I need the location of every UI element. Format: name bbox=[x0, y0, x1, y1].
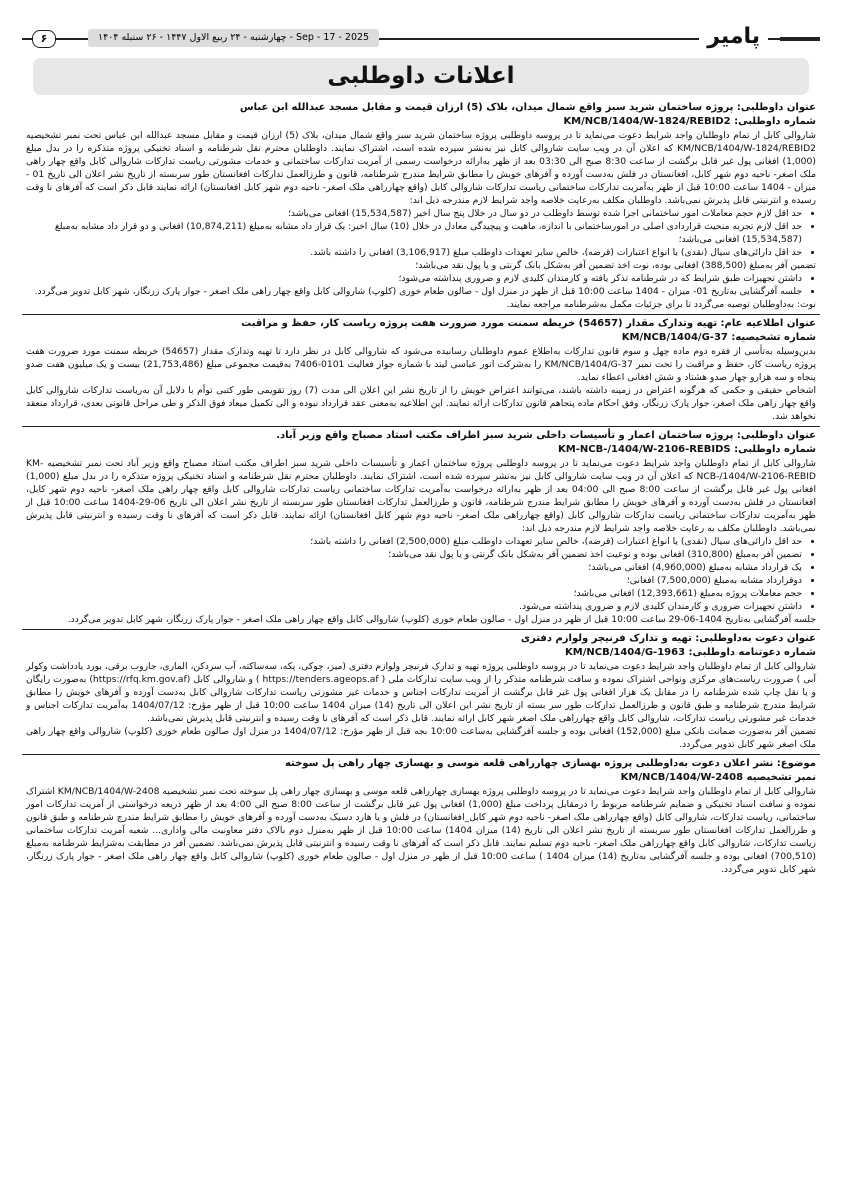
notice-2 bbox=[22, 315, 820, 427]
list-item: • دوقرارداد مشابه به‌مبلغ (7,500,000) افغانی؛ bbox=[26, 574, 802, 587]
notice-paragraph: شاروالی کابل از تمام داوطلبان واجد شرایط دعوت می‌نماید تا در پروسه داوطلبی پروژه بهسازی چهارراهی قلعه موسی و بهسازی چهار راهی پل سوخته تحت نمبر تشخیصیه KM/NCB/1404/W-2408 اشتراک نموده و سافت اسناد تخنیکی و ضمایم شرطنامه مربوط را درمقابل پرداخت مبلغ (1,000) افغانی پول غیر قابل برگشت از ساعت 8:00 صبح الی 4:00 بعد از ظهر ذریعه درخواستی از آمریت تدارکات امور ساختمانی، ریاست تدارکات، شاروالی کابل (واقع چهارراهی ملک اصغر- ناحیه دوم شهر کابل_افغانستان) در فلش و یا هارد دسیک به‌دست آورده و آفرهای خویش را مطابق شرایط مندرج شرطنامه و طبق قانون و طرزالعمل تدارکات افغانستان طور سربسته از تاریخ نشر اعلان الی تاریخ (14) میزان 1404) ساعت 10:00 قبل از ظهر به‌منزل دوم بالاک دفتر معاونیت مالی واداری... شعبه آمریت تدارکات ساختمانی ریاست تدارکات، شاروالی کابل واقع چهارراهی ملک اصغر- ناحیه دوم تسلیم نمایند. قابل ذکر است که آفرهای نا وقت رسیده و انترنیتی قابل پذیرش نمی‌باشد. تضمین آفر در مطابقت به‌شرایط شرطنامه به‌مبلغ (700,510) افغانی بوده و جلسه آفرگشایی به‌تاریخ (14) میزان 1404 ) ساعت 10:00 قبل از ظهر در منزل اول - صالون طعام خوری (کلوپ) شاروالی کابل واقع چهار راهی ملک اصغر - جوار پارک زرنگار، شهر کابل تدویر می‌گردد. bbox=[26, 786, 816, 875]
notices-column bbox=[22, 99, 820, 879]
notice-paragraph: شاروالی کابل از تمام داوطلبان واجد شرایط دعوت می‌نماید تا در پروسه داوطلبی پروژه ساختمان اعمار و تأسیسات داخلی شرید سبز اطراف مکتب استاد مصباح واقع وزیر آباد تحت نمبر تشخیصیه KM-NCB-/1404/W-2106-REBID که اعلان آن در ویب سایت شاروالی کابل نیز به‌نشر سپرده شده است، اشتراک نمایند. داوطلبان محترم نقل شرطنامه و اسناد تخنیکی پروژه متذکره را در بدل مبلغ (1,000) افغانی پول غیر قابل برگشت از ساعت 8:00 صبح الی 04:00 بعد از ظهر به‌ارائه درخواست به‌آمریت تدارکات ساختمانی ریاست تدارکات شاروالی کابل واقع چهار راهی ملک اصغر- ناحیه دوم شهر کابل، افغانستان در فلش به‌دست آورده و آفرهای خویش را مطابق شرایط مندرج شرطنامه، قانون و طرزالعمل تدارکات افغانستان طور سربسته از تاریخ نشر اعلان الی تاریخ 06-29-1404 ساعت 10:00 قبل از ظهر به‌آمریت تدارکات ساختمانی ریاست تدارکات شاروالی کابل (واقع چهارراهی ملک اصغر- ناحیه دوم شهر کابل افغانستان) ارائه نمایند. قابل ذکر است که آفرهای نا وقت رسیده و انترنیتی قابل پذیرش نمی‌باشد. داوطلبان مکلف به رعایت خلاصه واجد شرایط لازم مندرجه ذیل اند: bbox=[26, 458, 817, 534]
notice-number: شماره تشخیصیه: KM/NCB/1404/G-37 bbox=[621, 332, 816, 343]
section-title: اعلانات داوطلبی bbox=[327, 63, 515, 89]
notice-paragraph: جلسه آفرگشایی به‌تاریخ 1404-06-29 ساعت 10:00 قبل از ظهر در منزل اول - صالون طعام خوری (کلوپ) شاروالی کابل واقع چهار راهی ملک اصغر - جوار پارک زرنگار، شهر کابل تدویر می‌گردد. bbox=[67, 614, 816, 625]
list-item: • حجم معاملات پروژه به‌مبلغ (12,393,661) افغانی می‌باشد؛ bbox=[26, 587, 802, 600]
issue-date: چهارشنبه - ۲۴ ربیع الاول ۱۴۴۷ - ۲۶ سنبله ۱۴۰۴ - Sep - 17 - 2025 bbox=[88, 29, 379, 47]
notice-paragraph: تضمین آفر به‌مبلغ (388,500) افغانی بوده، نوت اخذ تضمین آفر به‌شکل بانک گرنتی و یا پول نقد می‌باشد؛ bbox=[415, 260, 816, 271]
notice-number: شماره دعوتنامه داوطلبی: KM/NCB/1404/G-1963 bbox=[565, 647, 816, 658]
notice-number: شماره داوطلبی: KM/NCB/1404/W-1824/REBID2 bbox=[563, 116, 816, 127]
notice-title: عنوان دعوت به‌داوطلبی: تهیه و تدارک فرنیچر ولوازم دفتری bbox=[520, 633, 816, 644]
notice-paragraph: شاروالی کابل از تمام داوطلبان واجد شرایط دعوت می‌نماید تا در پروسه داوطلبی پروژه ساختمان شرید سبز واقع شمال میدان، بلاک (5) ارزان قیمت و مقابل مسجد عبدالله ابن عباس تحت نمبر تشخیصیه KM/NCB/1404/W-1824/REBID2 که اعلان آن در ویب سایت شاروالی کابل نیز به‌نشر سپرده شده است، اشتراک نمایند. داوطلبان محترم نقل شرطنامه و اسناد تخنیکی پروژه متذکره را در بدل مبلغ (1,000) افغانی پول غیر قابل برگشت از ساعت 8:30 صبح الی 03:30 بعد از ظهر به‌ارائه درخواست رسمی از آمریت تدارکات ساختمانی و خدمات مشورتی ریاست تدارکات شاروالی کابل واقع چهار راهی ملک اصغر- ناحیه دوم شهر کابل، افغانستان در فلش به‌دست آورده و آفرهای خویش را مطابق شرایط مندرج شرطنامه، قانون و طرزالعمل تدارکات افغانستان طور سربسته از تاریخ نشر اعلان الی تاریخ 01 - میزان - 1404 ساعت 10:00 قبل از ظهر به‌آمریت تدارکات ساختمانی ریاست تدارکات شاروالی کابل (واقع چهارراهی ملک اصغر- ناحیه دوم شهر کابل افغانستان) ارائه نمایند قابل ذکر است که آفرهای نا وقت رسیده و انترنیتی قابل پذیرش نمی‌باشد. داوطلبان مکلف به‌رعایت خلاصه واجد شرایط لازم مندرجه ذیل اند: bbox=[26, 130, 817, 206]
notice-paragraph: بدین‌وسیله به‌تأسی از فقره دوم ماده چهل و سوم قانون تدارکات به‌اطلاع عموم داوطلبان رسانیده می‌شود که شاروالی کابل در نظر دارد تا تهیه وتدارک مقدار (54657) خریطه سمنت مورد ضرورت هفت پروژه ریاست کار، حفظ و مراقبت را تحت نمبر KM/NCB/1404/G-37 را به‌شرکت انور عباسی لیتد با شماره جواز فعالیت 0101-7406 به‌قیمت مجموعی مبلغ (21,753,486) بیست و یک میلیون هفت صدو پنجاه و سه هزارو چهار صدو هشتاد و شش افغانی اعطاء نماید. bbox=[26, 346, 816, 383]
notice-paragraph: شاروالی کابل از تمام داوطلبان واجد شرایط دعوت می‌نماید تا در پروسه داوطلبی پروژه تهیه و تدارک فرنیچر ولوازم دفتری (میز، چوکی، پکه، سه‌ساکته، آب سردکن، الماری، جاروب برقی، بورد یادداشت وکولر آبی ) ضرورت ریاست‌های مرکزی ونواحی اشتراک نموده و سافت شرطنامه متذکر را از ویب سایت تدارکات ملی ( https://tenders.ageops.af ) و شاروالی کابل (https://rfq.km.gov.af) به‌صورت رایگان و یا نقل چاپ شده شرطنامه را در مقابل یک هزار افغانی پول غیر قابل برگشت از آمریت تدارکات اجناس و خدمات غیر مشورتی ریاست تدارکات شاروالی کابل به‌دست آورده و آفرهای خویش را مطابق شرایط مندرج شرطنامه و طبق قانون و طرزالعمل تدارکات طور سر بسته از تاریخ نشر این اعلان الی تاریخ (14) میزان 1404 ساعت 10:00 قبل از ظهر مؤرخ: 1404/07/12 به‌آمریت تدارکات اجناس و خدمات غیر مشورتی ریاست تدارکات، شاروالی کابل واقع چهارراهی ملک اصغر شهر کابل ارائه نمایند. قابل ذکر است که آفرهای نا وقت رسیده و انترنیتی قابل پذیرش نمی‌باشد. bbox=[26, 661, 816, 724]
header-dash bbox=[780, 37, 820, 41]
notice-4 bbox=[22, 630, 820, 755]
list-item: • حد اقل دارائی‌های سیال (نقدی) یا انواع اعتبارات (قرضه)، خالص سایر تعهدات داوطلب مبلغ (2,500,000) افغانی را داشته باشد؛ bbox=[26, 535, 802, 548]
newspaper-brand: پامیر bbox=[699, 22, 768, 52]
section-banner bbox=[33, 58, 809, 95]
notice-5 bbox=[22, 755, 820, 879]
page-header bbox=[22, 24, 820, 50]
requirements-list bbox=[26, 272, 816, 298]
requirements-list bbox=[26, 207, 816, 259]
list-item: • حد اقل دارائی‌های سیال (نقدی) یا انواع اعتبارات (قرضه)، خالص سایر تعهدات داوطلب مبلغ (3,106,917) افغانی را داشته باشد. bbox=[26, 246, 802, 259]
list-item: • یک قرارداد مشابه به‌مبلغ (4,960,000) افغانی می‌باشد؛ bbox=[26, 561, 802, 574]
list-item: • حد اقل لازم تجربه منحیث قراردادی اصلی در امورساختمانی با اندازه، ماهیت و پیچیدگی معادل در خلال (10) سال اخیر: یک قرار داد مشابه به‌مبلغ (10,874,211) افغانی و دو قرار داد مشابه به‌مبلغ (15,534,587) افغانی می‌باشد؛ bbox=[26, 220, 802, 246]
notice-paragraph: اشخاص حقیقی و حکمی که هرگونه اعتراض در زمینه داشته باشند، می‌توانند اعتراض خویش را از تاریخ نشر این اعلان الی مدت (7) روز تقویمی طور کتبی توأم با دلایل آن به‌ریاست تدارکات شاروالی کابل واقع چهار راهی ملک اصغر، جوار پارک زرنگار، وفق احکام ماده پنجاهم قانون تدارکات ارائه نمایند. این اطلاعیه به‌معنی عقد قرارداد نبوده و الی تکمیل میعاد فوق الذکر و طی مراحل قانونی بعدی، قرارداد منعقد نخواهد شد. bbox=[26, 385, 816, 422]
list-item: • داشتن تجهیزات ضروری و کارمندان کلیدی لازم و ضروری پنداشته می‌شود. bbox=[26, 600, 802, 613]
list-item: • جلسه آفرگشایی به‌تاریخ 01- میزان - 1404 ساعت 10:00 قبل از ظهر در منزل اول - صالون طعام خوری (کلوپ) شاروالی کابل واقع چهار راهی ملک اصغر - جوار پارک زرنگار، شهر کابل تدویر می‌گردد. bbox=[26, 285, 802, 298]
notice-title: عنوان داوطلبی: پروژه ساختمان شرید سبز واقع شمال میدان، بلاک (5) ارزان قیمت و مقابل مسجد عبدالله ابن عباس bbox=[239, 102, 816, 113]
notice-title: عنوان داوطلبی: پروژه ساختمان اعمار و تأسیسات داخلی شرید سبز اطراف مکتب استاد مصباح واقع وزیر آباد. bbox=[276, 430, 816, 441]
list-item: • تضمین آفر به‌مبلغ (310,800) افغانی بوده و نوعیت اخذ تضمین آفر به‌شکل بانک گرنتی و یا پول نقد می‌باشد؛ bbox=[26, 548, 802, 561]
notice-title: عنوان اطلاعیه عام: تهیه وتدارک مقدار (54657) خریطه سمنت مورد ضرورت هفت پروژه ریاست کار، حفظ و مراقبت bbox=[241, 318, 816, 329]
notice-number: شماره داوطلبی: KM-NCB-/1404/W-2106-REBIDS bbox=[558, 444, 816, 455]
notice-note: نوت: به‌داوطلبان توصیه می‌گردد تا برای جزئیات مکمل به‌شرطنامه مراجعه نمایند. bbox=[506, 299, 816, 310]
list-item: • حد اقل لازم حجم معاملات امور ساختمانی اجرا شده توسط داوطلب در دو سال در خلال پنج سال اخیر (15,534,587) افغانی می‌باشد؛ bbox=[26, 207, 802, 220]
page-number: ۶ bbox=[32, 30, 56, 48]
list-item: • داشتن تجهیزات طبق شرایط که در شرطنامه تذکر یافته و کارمندان کلیدی لازم و ضروری پنداشته می‌شود؛ bbox=[26, 272, 802, 285]
notice-title: موضوع: نشر اعلان دعوت به‌داوطلبی پروژه بهسازی چهارراهی قلعه موسی و بهسازی چهار راهی پل سوخته bbox=[284, 758, 816, 769]
requirements-list bbox=[26, 535, 816, 613]
notice-number: نمبر تشخیصیه KM/NCB/1404/W-2408 bbox=[620, 772, 816, 783]
notice-3 bbox=[22, 427, 820, 630]
notice-1 bbox=[22, 99, 820, 315]
notice-paragraph: تضمین آفر به‌صورت ضمانت بانکی مبلغ (152,000) افغانی بوده و جلسه آفرگشایی به‌ساعت 10:00 بجه قبل از ظهر مؤرخ: 1404/07/12 در منزل اول صالون طعام خوری (کلوپ) شاروالی واقع چهار راهی ملک اصغر شهر کابل تدویر می‌گردد. bbox=[26, 726, 816, 750]
